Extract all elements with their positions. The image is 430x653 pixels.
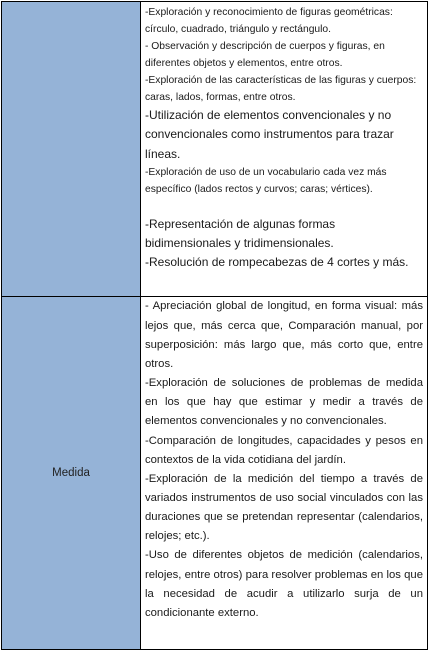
list-item: -Uso de diferentes objetos de medición (calendarios, relojes, entre otros) para resolver problemas en los que la necesidad de acudir a utilizarlo surja de un condicionante externo. [145, 549, 423, 619]
table-row [2, 2, 428, 297]
row-content-cell [141, 2, 428, 297]
row-content-cell [141, 297, 428, 650]
list-item: -Utilización de elementos convencionales y no convencionales como instrumentos para trazar líneas. [145, 108, 394, 161]
content-table [1, 1, 428, 650]
list-item: -Resolución de rompecabezas de 4 cortes y más. [145, 255, 409, 270]
list-item: -Exploración de soluciones de problemas de medida en los que hay que estimar y medir a través de elementos convencionales y no convencionales. [145, 377, 423, 428]
list-item: - Apreciación global de longitud, en forma visual: más lejos que, más cerca que, Comparación manual, por superposición: más largo que, más corto que, entre otros. [145, 300, 423, 370]
list-item: -Representación de algunas formas bidimensionales y tridimensionales. [145, 216, 336, 251]
row-label-cell [2, 2, 141, 297]
list-item: -Exploración de uso de un vocabulario cada vez más específico (lados rectos y curvos; caras; vértices). [145, 166, 387, 195]
list-item: -Exploración de las características de las figuras y cuerpos: caras, lados, formas, entre otros. [145, 75, 417, 103]
list-item: -Comparación de longitudes, capacidades y pesos en contextos de la vida cotidiana del jardín. [145, 434, 423, 466]
list-item: - Observación y descripción de cuerpos y figuras, en diferentes objetos y elementos, entre otros. [145, 41, 385, 69]
list-item: -Exploración de la medición del tiempo a través de variados instrumentos de uso social vinculados con las duraciones que se pretendan representar (calendarios, relojes; etc.). [145, 472, 423, 543]
table-row [2, 297, 428, 650]
blank-spacer [145, 198, 423, 215]
row-label-cell: Medida [2, 297, 141, 650]
list-item: -Exploración y reconocimiento de figuras geométricas: círculo, cuadrado, triángulo y rectángulo. [145, 7, 393, 35]
